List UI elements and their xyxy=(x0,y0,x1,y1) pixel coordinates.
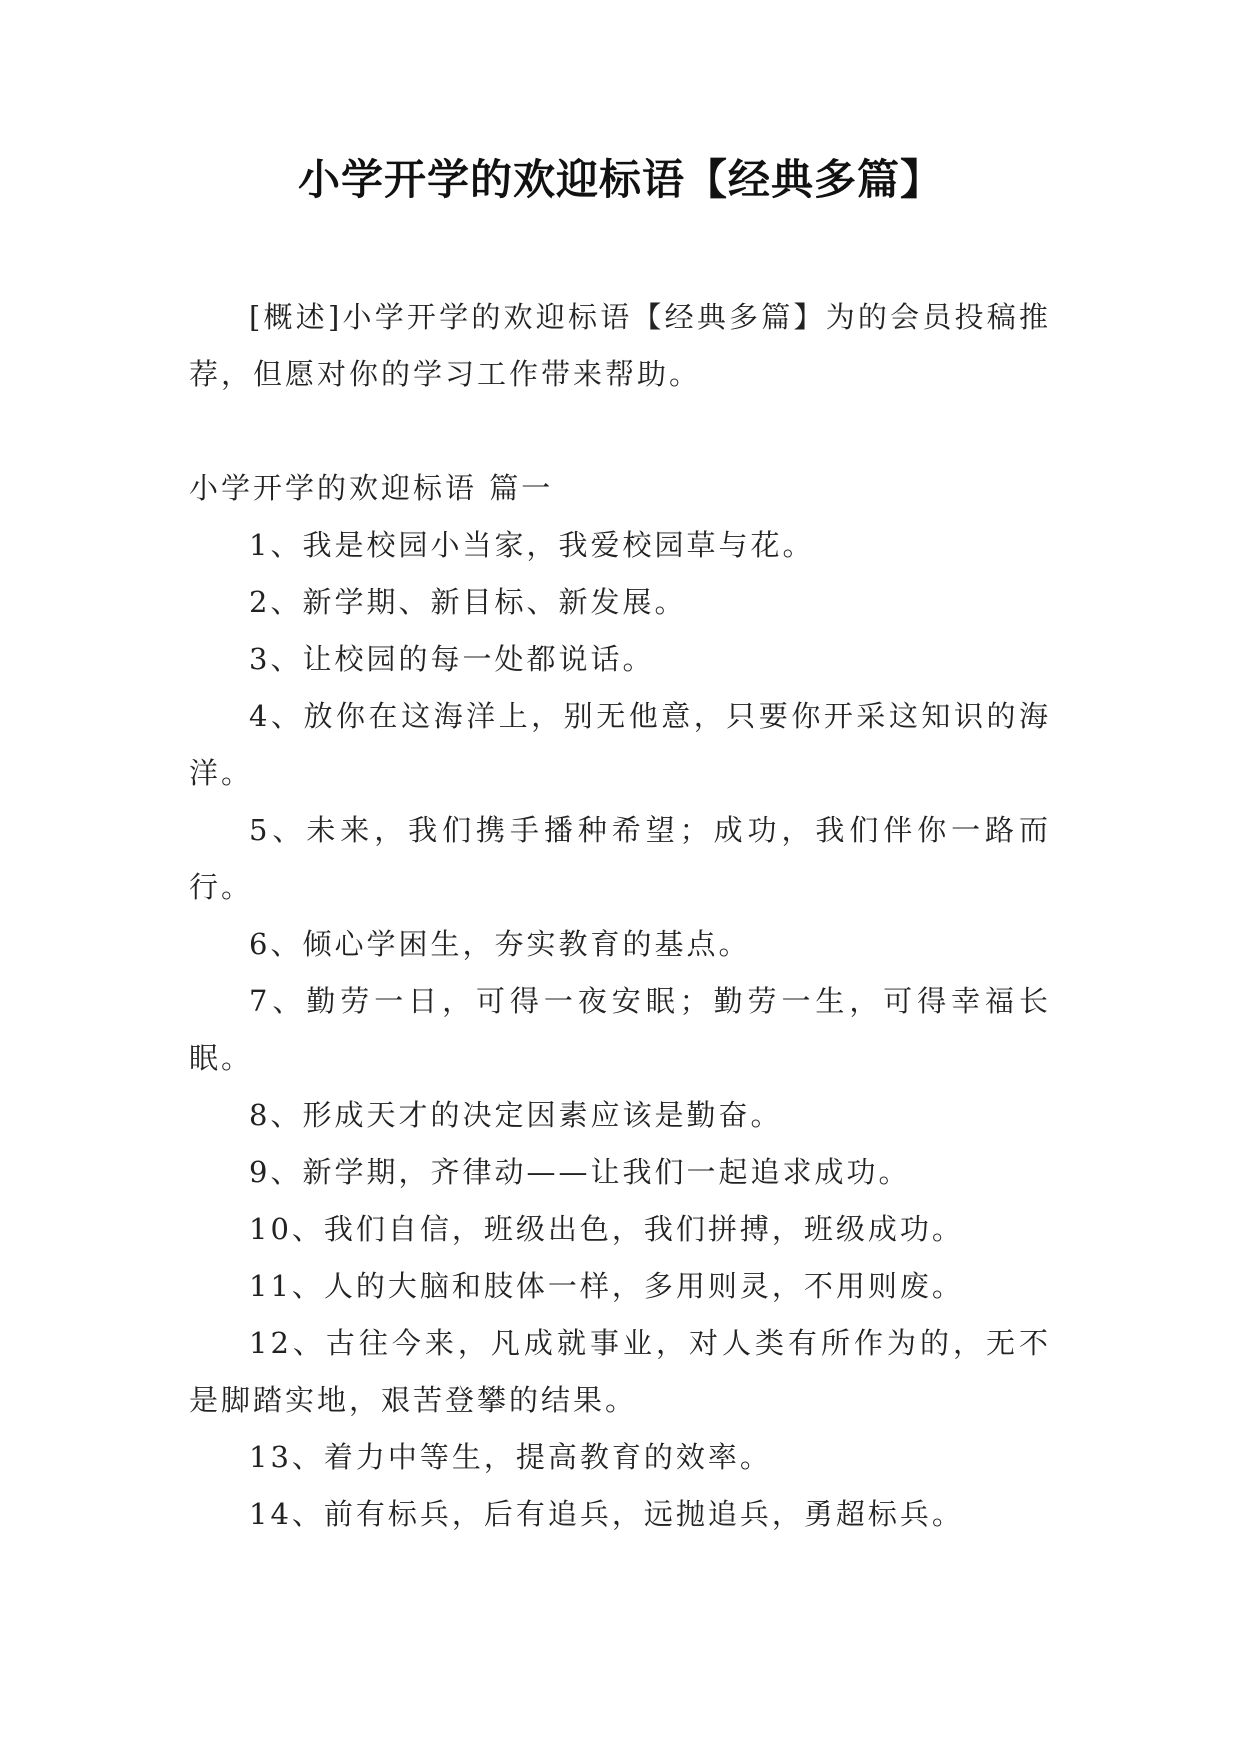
slogan-item: 2、新学期、新目标、新发展。 xyxy=(249,585,687,619)
slogan-item: 7、勤劳一日，可得一夜安眠；勤劳一生，可得幸福长眠。 xyxy=(189,984,1051,1075)
slogan-item: 5、未来，我们携手播种希望；成功，我们伴你一路而行。 xyxy=(189,813,1051,904)
section-heading: 小学开学的欢迎标语 篇一 xyxy=(189,471,554,505)
slogan-item: 9、新学期，齐律动——让我们一起追求成功。 xyxy=(249,1155,911,1189)
slogan-item: 11、人的大脑和肢体一样，多用则灵，不用则废。 xyxy=(249,1269,964,1303)
slogan-item: 1、我是校园小当家，我爱校园草与花。 xyxy=(249,528,815,562)
slogan-item: 3、让校园的每一处都说话。 xyxy=(249,642,655,676)
summary-paragraph: [概述]小学开学的欢迎标语【经典多篇】为的会员投稿推荐，但愿对你的学习工作带来帮助。 xyxy=(189,300,1051,391)
slogan-item: 13、着力中等生，提高教育的效率。 xyxy=(249,1440,772,1474)
slogan-item: 4、放你在这海洋上，别无他意，只要你开采这知识的海洋。 xyxy=(189,699,1051,790)
slogan-item: 8、形成天才的决定因素应该是勤奋。 xyxy=(249,1098,783,1132)
slogan-item: 10、我们自信，班级出色，我们拼搏，班级成功。 xyxy=(249,1212,964,1246)
slogan-item: 12、古往今来，凡成就事业，对人类有所作为的，无不是脚踏实地，艰苦登攀的结果。 xyxy=(189,1326,1051,1417)
document-body xyxy=(189,289,1051,1543)
slogan-item: 6、倾心学困生，夯实教育的基点。 xyxy=(249,927,751,961)
slogan-item: 14、前有标兵，后有追兵，远抛追兵，勇超标兵。 xyxy=(249,1497,964,1531)
document-title: 小学开学的欢迎标语【经典多篇】 xyxy=(297,155,943,204)
